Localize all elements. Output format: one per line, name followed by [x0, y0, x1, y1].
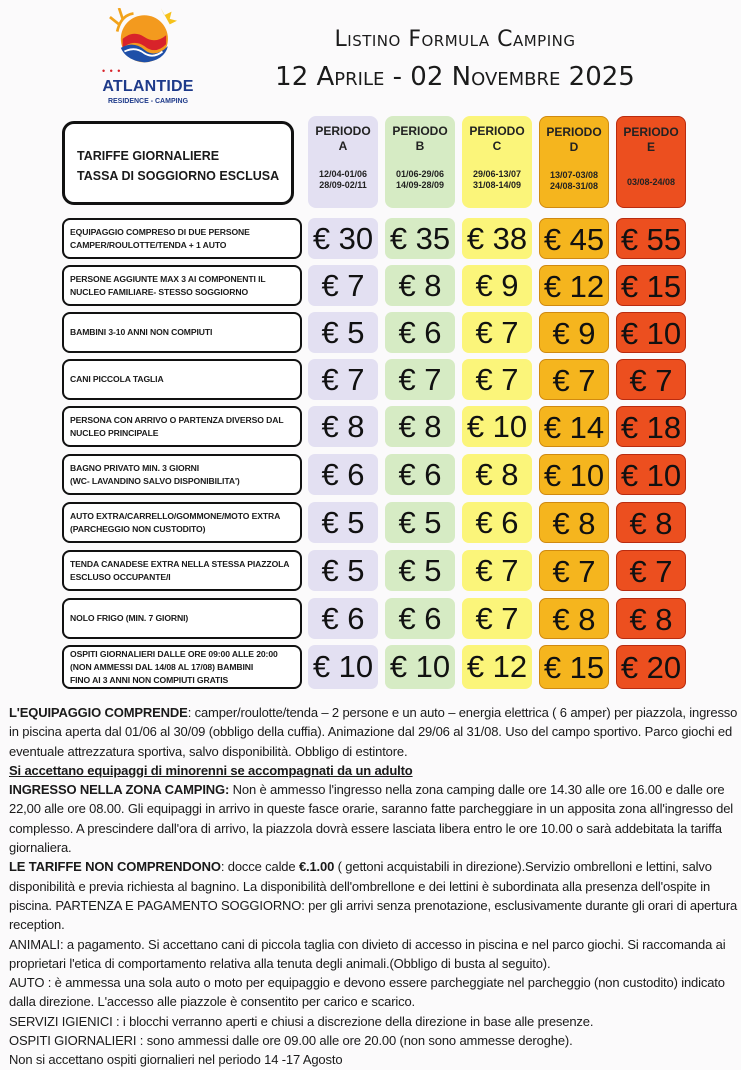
- price-cell-c: € 7: [462, 598, 532, 639]
- table-header-box: [62, 121, 294, 205]
- note-ospiti: OSPITI GIORNALIERI : sono ammessi dalle ore 09.00 alle ore 20.00 (non sono ammesse deroghe).: [9, 1033, 573, 1049]
- price-cell-e: € 8: [616, 598, 686, 639]
- price-cell-d: € 7: [539, 359, 609, 400]
- price-cell-a: € 30: [308, 218, 378, 259]
- logo-name: ATLANTIDE: [102, 78, 194, 95]
- price-cell-b: € 8: [385, 265, 455, 306]
- row-label-line1: OSPITI GIORNALIERI DALLE ORE 09:00 ALLE 20:00: [70, 648, 278, 659]
- period-dates-1: 01/06-29/06: [395, 169, 445, 179]
- price-cell-d: € 14: [539, 406, 609, 447]
- price-cell-c: € 8: [462, 454, 532, 495]
- tariff-row-label: [62, 502, 302, 543]
- price-cell-a: € 6: [308, 454, 378, 495]
- notes-section: [9, 703, 739, 1070]
- period-label: PERIODO: [469, 124, 525, 138]
- note-equipaggio: [9, 703, 739, 761]
- row-label-line2: NUCLEO PRINCIPALE: [70, 427, 159, 438]
- price-cell-e: € 8: [616, 502, 686, 543]
- tariff-row-label: [62, 312, 302, 353]
- price-cell-c: € 9: [462, 265, 532, 306]
- price-cell-b: € 6: [385, 454, 455, 495]
- row-label-line1: PERSONE AGGIUNTE MAX 3 AI COMPONENTI IL: [70, 273, 266, 284]
- price-cell-d: € 45: [539, 218, 609, 259]
- tariff-row-label: [62, 598, 302, 639]
- period-label: PERIODO: [623, 125, 679, 139]
- price-cell-e: € 10: [616, 312, 686, 353]
- note-tariffe-text1: : docce calde: [220, 859, 299, 875]
- row-label-line2: NUCLEO FAMILIARE- STESSO SOGGIORNO: [70, 286, 249, 297]
- price-cell-e: € 55: [616, 218, 686, 259]
- period-header-d: [539, 116, 609, 208]
- price-cell-b: € 6: [385, 312, 455, 353]
- period-dates-2: 31/08-14/09: [472, 180, 522, 190]
- period-key: A: [338, 139, 348, 153]
- price-cell-a: € 6: [308, 598, 378, 639]
- row-label-line1: AUTO EXTRA/CARRELLO/GOMMONE/MOTO EXTRA: [70, 510, 281, 521]
- price-cell-c: € 38: [462, 218, 532, 259]
- tariff-row-label: [62, 406, 302, 447]
- price-cell-a: € 8: [308, 406, 378, 447]
- price-cell-a: € 5: [308, 312, 378, 353]
- price-cell-c: € 10: [462, 406, 532, 447]
- price-cell-d: € 7: [539, 550, 609, 591]
- price-cell-e: € 15: [616, 265, 686, 306]
- logo-subtitle: RESIDENCE - CAMPING: [107, 98, 189, 105]
- price-cell-d: € 12: [539, 265, 609, 306]
- tariff-row-label: [62, 265, 302, 306]
- note-equipaggio-title: L'EQUIPAGGIO COMPRENDE: [9, 705, 188, 720]
- table-header-line2: TASSA DI SOGGIORNO ESCLUSA: [77, 169, 280, 183]
- row-label-line3: FINO AI 3 ANNI NON COMPIUTI GRATIS: [70, 674, 229, 685]
- period-key: C: [492, 139, 502, 153]
- row-label-line2: (NON AMMESSI DAL 14/08 AL 17/08) BAMBINI: [70, 661, 254, 672]
- row-label-line2: CAMPER/ROULOTTE/TENDA + 1 AUTO: [70, 239, 227, 250]
- period-dates-1: 29/06-13/07: [472, 169, 522, 179]
- period-label: PERIODO: [546, 125, 602, 139]
- row-label-line1: CANI PICCOLA TAGLIA: [70, 374, 164, 384]
- price-cell-c: € 7: [462, 312, 532, 353]
- row-label-line1: NOLO FRIGO (MIN. 7 GIORNI): [70, 613, 189, 623]
- tariff-row-label: [62, 454, 302, 495]
- period-header-b: [385, 116, 455, 208]
- tariff-row-label: [62, 645, 302, 689]
- note-ingresso-title: INGRESSO NELLA ZONA CAMPING:: [9, 782, 230, 798]
- price-cell-e: € 7: [616, 359, 686, 400]
- price-cell-d: € 8: [539, 598, 609, 639]
- period-dates: [462, 169, 532, 191]
- atlantide-logo: [94, 8, 202, 108]
- price-cell-c: € 12: [462, 645, 532, 689]
- price-cell-b: € 35: [385, 218, 455, 259]
- note-servizi: SERVIZI IGIENICI : i blocchi verranno aperti e chiusi a discrezione della direzione in base alle presenze.: [9, 1013, 594, 1029]
- period-key: B: [415, 139, 425, 153]
- row-label-line1: BAMBINI 3-10 ANNI NON COMPIUTI: [70, 327, 213, 337]
- price-cell-a: € 10: [308, 645, 378, 689]
- period-key: E: [646, 140, 655, 154]
- note-tariffe-price: €.1.00: [298, 859, 335, 875]
- note-ingresso-text: Non è ammesso l'ingresso nella zona camping dalle ore 14.30 alle ore 16.00 e dalle ore 22,00 alle ore 08.00. Gli equipaggi in arrivo in queste fasce orarie, saranno fatte parcheggiare in un apposita zona all'ingresso del complesso. A prescindere dall'ora di arrivo, la piazzola dovrà essere lasciata libera entro le ore 10.00 o sarà addebitata la tariffa giornaliera.: [9, 782, 734, 856]
- price-cell-a: € 5: [308, 550, 378, 591]
- period-dates-2: 14/09-28/09: [395, 180, 445, 190]
- price-cell-c: € 6: [462, 502, 532, 543]
- row-label-line2: (PARCHEGGIO NON CUSTODITO): [70, 523, 206, 534]
- period-dates: [385, 169, 455, 191]
- price-cell-d: € 9: [539, 312, 609, 353]
- period-dates-2: 24/08-31/08: [549, 181, 599, 191]
- period-dates: [308, 169, 378, 191]
- price-cell-d: € 15: [539, 645, 609, 689]
- price-cell-e: € 18: [616, 406, 686, 447]
- sun-wave-icon: [106, 8, 190, 66]
- row-label-line1: BAGNO PRIVATO MIN. 3 GIORNI: [70, 462, 200, 473]
- period-key: D: [569, 140, 579, 154]
- period-dates-1: 12/04-01/06: [318, 169, 368, 179]
- period-label: PERIODO: [392, 124, 448, 138]
- row-label-line2: (WC- LAVANDINO SALVO DISPONIBILITA'): [70, 475, 240, 486]
- period-header-a: [308, 116, 378, 208]
- price-cell-a: € 5: [308, 502, 378, 543]
- tariff-row-label: [62, 218, 302, 259]
- price-cell-a: € 7: [308, 265, 378, 306]
- price-cell-b: € 5: [385, 550, 455, 591]
- period-header-c: [462, 116, 532, 208]
- row-label-line1: TENDA CANADESE EXTRA NELLA STESSA PIAZZOLA: [70, 558, 290, 569]
- price-cell-c: € 7: [462, 359, 532, 400]
- tariff-row-label: [62, 359, 302, 400]
- note-animali: ANIMALI: a pagamento. Si accettano cani di piccola taglia con divieto di accesso in piscina e nel parco giochi. Si raccomanda ai proprietari l'etica di comportamento relativa alla tenuta degli animali.(Obbligo di busta al seguito).: [9, 936, 726, 971]
- note-tariffe-title: LE TARIFFE NON COMPRENDONO: [9, 859, 221, 875]
- price-cell-c: € 7: [462, 550, 532, 591]
- tariff-row-label: [62, 550, 302, 591]
- price-cell-b: € 6: [385, 598, 455, 639]
- period-dates: [617, 177, 685, 188]
- price-cell-b: € 7: [385, 359, 455, 400]
- period-dates-1: 03/08-24/08: [626, 177, 676, 187]
- price-cell-e: € 20: [616, 645, 686, 689]
- note-tariffe: [9, 857, 739, 934]
- period-label: PERIODO: [315, 124, 371, 138]
- price-cell-e: € 7: [616, 550, 686, 591]
- row-label-line1: PERSONA CON ARRIVO O PARTENZA DIVERSO DAL: [70, 414, 284, 425]
- price-cell-b: € 5: [385, 502, 455, 543]
- note-auto: AUTO : è ammessa una sola auto o moto per equipaggio e devono essere parcheggiate nel parcheggio (non custodito) indicato dalla direzione. L'accesso alle piazzole è consentito per carico e scarico.: [9, 975, 725, 1010]
- table-header-line1: TARIFFE GIORNALIERE: [77, 149, 220, 163]
- page-title: Listino Formula Camping: [334, 27, 576, 52]
- note-tariffe-text2: ( gettoni acquistabili in direzione).Servizio ombrelloni e lettini, salvo disponibilità e previa richiesta al bagnino. La disponibilità dell'ombrellone e dei lettini è subordinata alla presenza dell'ospite in piscina. PARTENZA E PAGAMENTO SOGGIORNO: per gli arrivi senza prenotazione, esclusivamente durante gli orari di apertura reception.: [9, 859, 738, 933]
- page-subtitle-dates: 12 Aprile - 02 Novembre 2025: [275, 62, 635, 92]
- note-equipaggio-text: : camper/roulotte/tenda – 2 persone e un auto – energia elettrica ( 6 amper) per piazzola, ingresso in piscina aperta dal 01/06 al 30/09 (obbligo della cuffia). Animazione dal 29/06 al 31/08. Uso del campo sportivo. Parco giochi ed eventuale attrezzatura sportiva, salvo disponibilità. Obbligo di estintore.: [9, 705, 738, 759]
- note-ingresso: [9, 780, 739, 857]
- period-dates-2: 28/09-02/11: [319, 180, 367, 190]
- price-cell-b: € 10: [385, 645, 455, 689]
- price-cell-a: € 7: [308, 359, 378, 400]
- price-cell-d: € 8: [539, 502, 609, 543]
- logo-stars: • • •: [102, 66, 122, 76]
- row-label-line1: EQUIPAGGIO COMPRESO DI DUE PERSONE: [70, 226, 250, 237]
- price-cell-e: € 10: [616, 454, 686, 495]
- price-cell-b: € 8: [385, 406, 455, 447]
- note-minorenni: Si accettano equipaggi di minorenni se accompagnati da un adulto: [9, 762, 413, 778]
- price-cell-d: € 10: [539, 454, 609, 495]
- period-header-e: [616, 116, 686, 208]
- period-dates-1: 13/07-03/08: [549, 170, 599, 180]
- period-dates: [540, 170, 608, 192]
- row-label-line2: ESCLUSO OCCUPANTE/I: [70, 571, 171, 582]
- note-agosto: Non si accettano ospiti giornalieri nel periodo 14 -17 Agosto: [9, 1052, 343, 1068]
